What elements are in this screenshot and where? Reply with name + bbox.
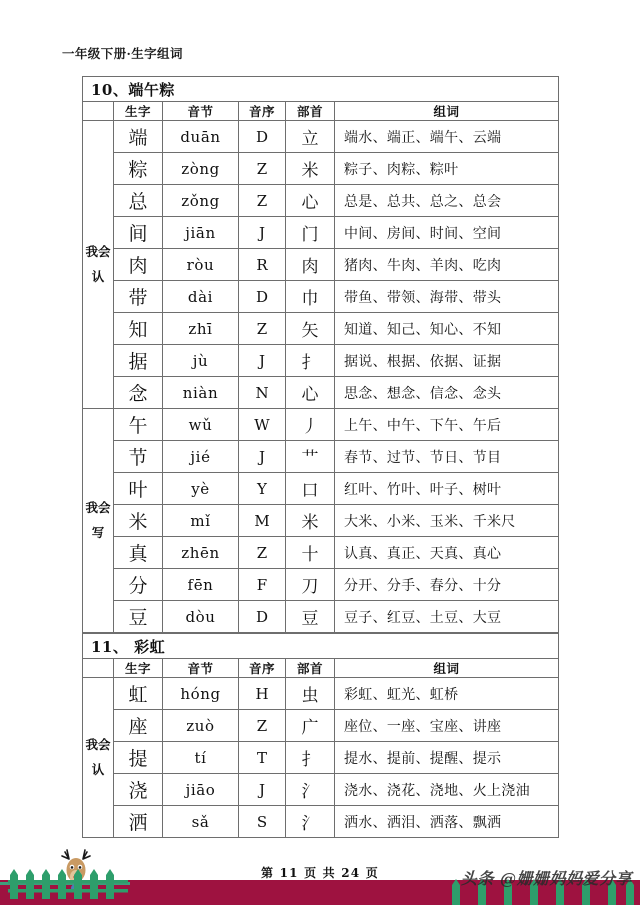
cell-words: 红叶、竹叶、叶子、树叶 (335, 473, 559, 505)
cell-radical: 丿 (286, 409, 335, 441)
cell-words: 豆子、红豆、土豆、大豆 (335, 601, 559, 633)
cell-char: 分 (114, 569, 163, 601)
cell-order: J (239, 774, 286, 806)
table-row (83, 537, 559, 569)
cell-order: Z (239, 537, 286, 569)
column-header-row (83, 102, 559, 121)
cell-char: 浇 (114, 774, 163, 806)
lesson-table-11 (82, 633, 559, 838)
cell-order: Y (239, 473, 286, 505)
table-row (83, 774, 559, 806)
column-header-radical: 部首 (286, 659, 335, 678)
table-row (83, 441, 559, 473)
table-row (83, 409, 559, 441)
cell-char: 间 (114, 217, 163, 249)
column-header-words: 组词 (335, 102, 559, 121)
cell-char: 豆 (114, 601, 163, 633)
cell-radical: 立 (286, 121, 335, 153)
table-row (83, 217, 559, 249)
cell-words: 春节、过节、节日、节目 (335, 441, 559, 473)
cell-radical: 肉 (286, 249, 335, 281)
cell-pinyin: zuò (163, 710, 239, 742)
cell-radical: 口 (286, 473, 335, 505)
cell-radical: 氵 (286, 806, 335, 838)
cell-words: 知道、知己、知心、不知 (335, 313, 559, 345)
table-row (83, 281, 559, 313)
table-row (83, 601, 559, 633)
lesson-title: 10、端午粽 (83, 77, 559, 102)
cell-order: Z (239, 710, 286, 742)
cell-words: 粽子、肉粽、粽叶 (335, 153, 559, 185)
column-header-spacer (83, 659, 114, 678)
cell-order: T (239, 742, 286, 774)
group-label-recognize: 我会认 (83, 121, 114, 409)
cell-order: D (239, 281, 286, 313)
page-number: 第 11 页 共 24 页 (261, 866, 379, 880)
cell-order: Z (239, 185, 286, 217)
cell-order: N (239, 377, 286, 409)
cell-pinyin: zhī (163, 313, 239, 345)
cell-words: 据说、根据、依据、证据 (335, 345, 559, 377)
cell-words: 提水、提前、提醒、提示 (335, 742, 559, 774)
table-row (83, 710, 559, 742)
cell-pinyin: zòng (163, 153, 239, 185)
table-row (83, 121, 559, 153)
table-row (83, 249, 559, 281)
cell-radical: 十 (286, 537, 335, 569)
cell-radical: 米 (286, 153, 335, 185)
cell-pinyin: niàn (163, 377, 239, 409)
cell-words: 思念、想念、信念、念头 (335, 377, 559, 409)
cell-radical: 门 (286, 217, 335, 249)
table-row (83, 806, 559, 838)
column-header-pinyin: 音节 (163, 659, 239, 678)
cell-order: Z (239, 153, 286, 185)
cell-radical: 心 (286, 185, 335, 217)
cell-order: J (239, 345, 286, 377)
cell-char: 座 (114, 710, 163, 742)
cell-pinyin: zǒng (163, 185, 239, 217)
cell-words: 带鱼、带领、海带、带头 (335, 281, 559, 313)
cell-pinyin: fēn (163, 569, 239, 601)
cell-pinyin: hóng (163, 678, 239, 710)
cell-char: 粽 (114, 153, 163, 185)
running-header-title: 一年级下册·生字组词 (62, 46, 183, 61)
table-row (83, 153, 559, 185)
cell-words: 猪肉、牛肉、羊肉、吃肉 (335, 249, 559, 281)
cell-pinyin: ròu (163, 249, 239, 281)
table-row (83, 377, 559, 409)
cell-order: H (239, 678, 286, 710)
table-row (83, 313, 559, 345)
cell-radical: 扌 (286, 345, 335, 377)
cell-words: 上午、中午、下午、午后 (335, 409, 559, 441)
column-header-char: 生字 (114, 659, 163, 678)
cell-radical: 巾 (286, 281, 335, 313)
column-header-pinyin: 音节 (163, 102, 239, 121)
cell-pinyin: mǐ (163, 505, 239, 537)
column-header-radical: 部首 (286, 102, 335, 121)
cell-radical: 矢 (286, 313, 335, 345)
table-row (83, 569, 559, 601)
cell-radical: 心 (286, 377, 335, 409)
cell-char: 总 (114, 185, 163, 217)
cell-pinyin: jié (163, 441, 239, 473)
cell-pinyin: dài (163, 281, 239, 313)
column-header-spacer (83, 102, 114, 121)
cell-char: 带 (114, 281, 163, 313)
cell-words: 彩虹、虹光、虹桥 (335, 678, 559, 710)
cell-pinyin: yè (163, 473, 239, 505)
watermark-text: 头条 @姗姗妈妈爱分享 (460, 869, 632, 888)
cell-char: 午 (114, 409, 163, 441)
cell-order: R (239, 249, 286, 281)
table-row (83, 185, 559, 217)
column-header-char: 生字 (114, 102, 163, 121)
cell-char: 虹 (114, 678, 163, 710)
cell-char: 洒 (114, 806, 163, 838)
cell-radical: 刀 (286, 569, 335, 601)
cell-char: 知 (114, 313, 163, 345)
cell-radical: 扌 (286, 742, 335, 774)
cell-radical: 豆 (286, 601, 335, 633)
cell-char: 肉 (114, 249, 163, 281)
lesson-table-10 (82, 76, 559, 633)
cell-pinyin: zhēn (163, 537, 239, 569)
cell-words: 分开、分手、春分、十分 (335, 569, 559, 601)
cell-words: 洒水、洒泪、洒落、飘洒 (335, 806, 559, 838)
cell-pinyin: duān (163, 121, 239, 153)
page-footer (0, 843, 640, 905)
table-row (83, 742, 559, 774)
cell-char: 提 (114, 742, 163, 774)
vocabulary-sheet (82, 76, 558, 838)
cell-char: 叶 (114, 473, 163, 505)
cell-char: 节 (114, 441, 163, 473)
cell-char: 念 (114, 377, 163, 409)
cell-pinyin: jiān (163, 217, 239, 249)
cell-order: M (239, 505, 286, 537)
cell-char: 端 (114, 121, 163, 153)
cell-order: W (239, 409, 286, 441)
column-header-order: 音序 (239, 659, 286, 678)
cell-pinyin: jiāo (163, 774, 239, 806)
cell-order: J (239, 441, 286, 473)
cell-radical: 艹 (286, 441, 335, 473)
cell-words: 总是、总共、总之、总会 (335, 185, 559, 217)
cell-words: 认真、真正、天真、真心 (335, 537, 559, 569)
table-row (83, 345, 559, 377)
cell-order: D (239, 601, 286, 633)
group-label-write: 我会写 (83, 409, 114, 633)
cell-radical: 虫 (286, 678, 335, 710)
cell-order: Z (239, 313, 286, 345)
cell-order: D (239, 121, 286, 153)
table-row (83, 473, 559, 505)
cell-words: 座位、一座、宝座、讲座 (335, 710, 559, 742)
cell-char: 真 (114, 537, 163, 569)
cell-words: 大米、小米、玉米、千米尺 (335, 505, 559, 537)
cell-words: 浇水、浇花、浇地、火上浇油 (335, 774, 559, 806)
cell-words: 端水、端正、端午、云端 (335, 121, 559, 153)
cell-radical: 广 (286, 710, 335, 742)
group-label-recognize: 我会认 (83, 678, 114, 838)
table-row (83, 678, 559, 710)
lesson-title-row (83, 634, 559, 659)
cell-pinyin: jù (163, 345, 239, 377)
column-header-words: 组词 (335, 659, 559, 678)
column-header-order: 音序 (239, 102, 286, 121)
cell-pinyin: sǎ (163, 806, 239, 838)
cell-pinyin: wǔ (163, 409, 239, 441)
cell-order: S (239, 806, 286, 838)
lesson-title-row (83, 77, 559, 102)
cell-char: 米 (114, 505, 163, 537)
column-header-row (83, 659, 559, 678)
cell-words: 中间、房间、时间、空间 (335, 217, 559, 249)
cell-pinyin: tí (163, 742, 239, 774)
cell-order: J (239, 217, 286, 249)
cell-pinyin: dòu (163, 601, 239, 633)
cell-char: 据 (114, 345, 163, 377)
lesson-title: 11、 彩虹 (83, 634, 559, 659)
cell-radical: 米 (286, 505, 335, 537)
cell-radical: 氵 (286, 774, 335, 806)
table-row (83, 505, 559, 537)
cell-order: F (239, 569, 286, 601)
